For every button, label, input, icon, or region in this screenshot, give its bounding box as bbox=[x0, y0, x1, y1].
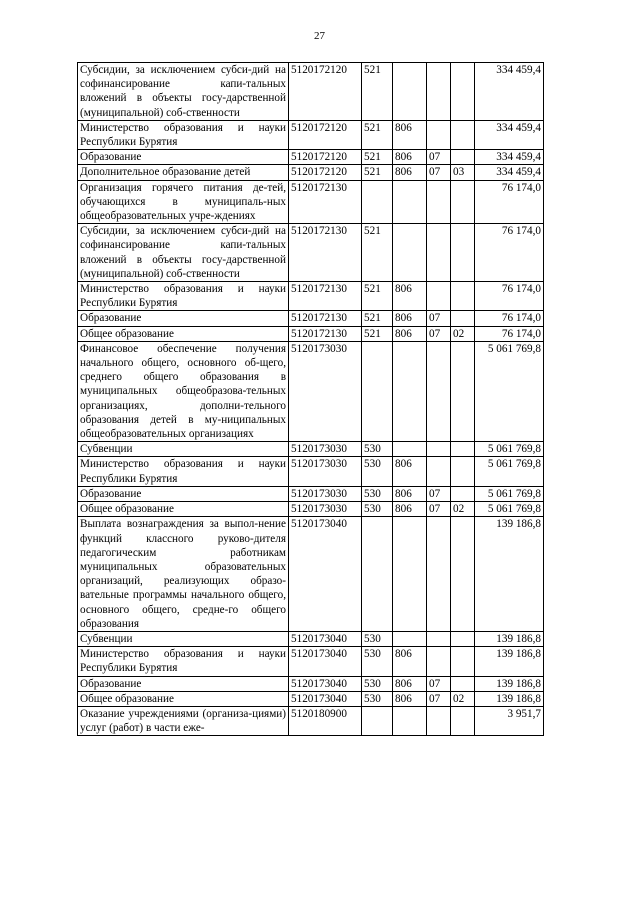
row-sum-cell: 334 459,4 bbox=[475, 120, 544, 149]
row-subsection-cell bbox=[451, 311, 475, 326]
row-sum-cell: 5 061 769,8 bbox=[475, 486, 544, 501]
row-department-cell: 806 bbox=[393, 311, 427, 326]
row-section-cell bbox=[427, 180, 451, 224]
row-department-cell bbox=[393, 63, 427, 121]
row-subsection-cell bbox=[451, 457, 475, 486]
row-subsection-cell bbox=[451, 224, 475, 282]
row-name-cell: Образование bbox=[78, 311, 289, 326]
row-code-cell: 5120172130 bbox=[289, 224, 362, 282]
row-subsection-cell bbox=[451, 63, 475, 121]
row-sum-cell: 139 186,8 bbox=[475, 647, 544, 676]
row-name-cell: Организация горячего питания де-тей, обучающихся в муниципаль-ных общеобразовательных учре-ждениях bbox=[78, 180, 289, 224]
table-row bbox=[78, 150, 544, 165]
row-name-cell: Министерство образования и науки Республики Бурятия bbox=[78, 647, 289, 676]
row-department-cell bbox=[393, 180, 427, 224]
row-code-cell: 5120173030 bbox=[289, 457, 362, 486]
row-subsection-cell: 02 bbox=[451, 691, 475, 706]
table-row bbox=[78, 326, 544, 341]
row-subsection-cell bbox=[451, 676, 475, 691]
row-subsection-cell: 03 bbox=[451, 165, 475, 180]
row-code-cell: 5120173040 bbox=[289, 647, 362, 676]
row-sum-cell: 76 174,0 bbox=[475, 282, 544, 311]
row-subsection-cell bbox=[451, 517, 475, 632]
row-name-cell: Образование bbox=[78, 486, 289, 501]
row-department-cell bbox=[393, 442, 427, 457]
row-name-cell: Выплата вознаграждения за выпол-нение функций классного руково-дителя педагогическим работникам муниципальных образовательных организаций, реализующих образо-вательные программы начального общего, основного общего, средне-го общего образования bbox=[78, 517, 289, 632]
row-department-cell bbox=[393, 341, 427, 441]
row-department-cell: 806 bbox=[393, 691, 427, 706]
row-expense-type-cell: 530 bbox=[362, 486, 393, 501]
row-section-cell: 07 bbox=[427, 502, 451, 517]
row-section-cell: 07 bbox=[427, 676, 451, 691]
row-department-cell: 806 bbox=[393, 326, 427, 341]
row-department-cell: 806 bbox=[393, 150, 427, 165]
row-code-cell: 5120172130 bbox=[289, 311, 362, 326]
row-subsection-cell bbox=[451, 647, 475, 676]
budget-table bbox=[77, 62, 544, 736]
row-sum-cell: 5 061 769,8 bbox=[475, 457, 544, 486]
row-section-cell bbox=[427, 517, 451, 632]
row-expense-type-cell: 521 bbox=[362, 165, 393, 180]
row-department-cell bbox=[393, 631, 427, 646]
table-row bbox=[78, 486, 544, 501]
row-name-cell: Оказание учреждениями (организа-циями) услуг (работ) в части еже- bbox=[78, 706, 289, 735]
row-name-cell: Общее образование bbox=[78, 326, 289, 341]
row-expense-type-cell: 530 bbox=[362, 442, 393, 457]
row-sum-cell: 139 186,8 bbox=[475, 517, 544, 632]
row-name-cell: Дополнительное образование детей bbox=[78, 165, 289, 180]
table-row bbox=[78, 691, 544, 706]
row-subsection-cell: 02 bbox=[451, 326, 475, 341]
row-code-cell: 5120173030 bbox=[289, 442, 362, 457]
row-code-cell: 5120173030 bbox=[289, 486, 362, 501]
row-code-cell: 5120173030 bbox=[289, 502, 362, 517]
row-subsection-cell bbox=[451, 631, 475, 646]
row-department-cell: 806 bbox=[393, 120, 427, 149]
row-department-cell bbox=[393, 224, 427, 282]
row-sum-cell: 76 174,0 bbox=[475, 311, 544, 326]
row-expense-type-cell: 521 bbox=[362, 150, 393, 165]
table-row bbox=[78, 676, 544, 691]
row-expense-type-cell: 530 bbox=[362, 631, 393, 646]
row-subsection-cell bbox=[451, 120, 475, 149]
row-name-cell: Субсидии, за исключением субси-дий на софинансирование капи-тальных вложений в объекты госу-дарственной (муниципальной) соб-ственности bbox=[78, 224, 289, 282]
row-expense-type-cell bbox=[362, 517, 393, 632]
row-sum-cell: 76 174,0 bbox=[475, 326, 544, 341]
row-name-cell: Субсидии, за исключением субси-дий на софинансирование капи-тальных вложений в объекты госу-дарственной (муниципальной) соб-ственности bbox=[78, 63, 289, 121]
row-expense-type-cell: 521 bbox=[362, 224, 393, 282]
table-row bbox=[78, 647, 544, 676]
row-section-cell: 07 bbox=[427, 486, 451, 501]
row-name-cell: Субвенции bbox=[78, 442, 289, 457]
row-expense-type-cell: 521 bbox=[362, 326, 393, 341]
table-row bbox=[78, 442, 544, 457]
row-name-cell: Общее образование bbox=[78, 502, 289, 517]
table-row bbox=[78, 631, 544, 646]
row-section-cell bbox=[427, 631, 451, 646]
row-department-cell: 806 bbox=[393, 282, 427, 311]
row-name-cell: Субвенции bbox=[78, 631, 289, 646]
row-code-cell: 5120173030 bbox=[289, 341, 362, 441]
row-expense-type-cell: 530 bbox=[362, 691, 393, 706]
row-department-cell: 806 bbox=[393, 457, 427, 486]
table-row bbox=[78, 706, 544, 735]
row-expense-type-cell: 530 bbox=[362, 457, 393, 486]
row-name-cell: Общее образование bbox=[78, 691, 289, 706]
row-section-cell bbox=[427, 706, 451, 735]
row-sum-cell: 139 186,8 bbox=[475, 631, 544, 646]
row-section-cell bbox=[427, 442, 451, 457]
table-row bbox=[78, 120, 544, 149]
row-section-cell bbox=[427, 341, 451, 441]
row-sum-cell: 334 459,4 bbox=[475, 63, 544, 121]
row-name-cell: Финансовое обеспечение получения начального общего, основного об-щего, среднего общего образования в муниципальных общеобразова-тельных организациях, дополни-тельного образования детей в му-ниципальных общеобразовательных организациях bbox=[78, 341, 289, 441]
row-sum-cell: 334 459,4 bbox=[475, 150, 544, 165]
row-sum-cell: 76 174,0 bbox=[475, 224, 544, 282]
row-subsection-cell bbox=[451, 180, 475, 224]
row-expense-type-cell bbox=[362, 180, 393, 224]
row-sum-cell: 139 186,8 bbox=[475, 676, 544, 691]
row-code-cell: 5120172130 bbox=[289, 282, 362, 311]
row-subsection-cell bbox=[451, 341, 475, 441]
row-subsection-cell: 02 bbox=[451, 502, 475, 517]
row-sum-cell: 76 174,0 bbox=[475, 180, 544, 224]
row-section-cell: 07 bbox=[427, 326, 451, 341]
row-section-cell: 07 bbox=[427, 165, 451, 180]
row-section-cell: 07 bbox=[427, 150, 451, 165]
row-department-cell bbox=[393, 706, 427, 735]
row-section-cell: 07 bbox=[427, 311, 451, 326]
row-expense-type-cell: 521 bbox=[362, 120, 393, 149]
row-section-cell: 07 bbox=[427, 691, 451, 706]
row-code-cell: 5120172130 bbox=[289, 326, 362, 341]
row-sum-cell: 5 061 769,8 bbox=[475, 502, 544, 517]
row-expense-type-cell: 521 bbox=[362, 63, 393, 121]
row-subsection-cell bbox=[451, 150, 475, 165]
row-department-cell: 806 bbox=[393, 486, 427, 501]
row-section-cell bbox=[427, 63, 451, 121]
row-name-cell: Образование bbox=[78, 150, 289, 165]
row-code-cell: 5120172120 bbox=[289, 150, 362, 165]
row-department-cell bbox=[393, 517, 427, 632]
row-code-cell: 5120173040 bbox=[289, 517, 362, 632]
row-sum-cell: 5 061 769,8 bbox=[475, 341, 544, 441]
row-expense-type-cell: 521 bbox=[362, 282, 393, 311]
table-row bbox=[78, 517, 544, 632]
table-row bbox=[78, 341, 544, 441]
row-expense-type-cell: 521 bbox=[362, 311, 393, 326]
row-code-cell: 5120173040 bbox=[289, 691, 362, 706]
table-row bbox=[78, 502, 544, 517]
row-code-cell: 5120172120 bbox=[289, 120, 362, 149]
row-department-cell: 806 bbox=[393, 676, 427, 691]
row-expense-type-cell: 530 bbox=[362, 502, 393, 517]
row-sum-cell: 334 459,4 bbox=[475, 165, 544, 180]
table-row bbox=[78, 165, 544, 180]
row-name-cell: Министерство образования и науки Республики Бурятия bbox=[78, 282, 289, 311]
row-expense-type-cell bbox=[362, 341, 393, 441]
row-department-cell: 806 bbox=[393, 502, 427, 517]
row-expense-type-cell: 530 bbox=[362, 647, 393, 676]
row-code-cell: 5120172120 bbox=[289, 63, 362, 121]
row-expense-type-cell: 530 bbox=[362, 676, 393, 691]
row-name-cell: Министерство образования и науки Республики Бурятия bbox=[78, 120, 289, 149]
row-subsection-cell bbox=[451, 706, 475, 735]
page-number: 27 bbox=[314, 30, 325, 42]
table-row bbox=[78, 63, 544, 121]
row-section-cell bbox=[427, 224, 451, 282]
row-section-cell bbox=[427, 282, 451, 311]
row-expense-type-cell bbox=[362, 706, 393, 735]
table-row bbox=[78, 282, 544, 311]
row-subsection-cell bbox=[451, 486, 475, 501]
row-code-cell: 5120172130 bbox=[289, 180, 362, 224]
row-sum-cell: 139 186,8 bbox=[475, 691, 544, 706]
table-row bbox=[78, 311, 544, 326]
row-sum-cell: 5 061 769,8 bbox=[475, 442, 544, 457]
row-code-cell: 5120173040 bbox=[289, 676, 362, 691]
table-row bbox=[78, 224, 544, 282]
row-section-cell bbox=[427, 120, 451, 149]
row-code-cell: 5120172120 bbox=[289, 165, 362, 180]
row-section-cell bbox=[427, 457, 451, 486]
row-code-cell: 5120180900 bbox=[289, 706, 362, 735]
row-name-cell: Министерство образования и науки Республики Бурятия bbox=[78, 457, 289, 486]
row-subsection-cell bbox=[451, 282, 475, 311]
table-row bbox=[78, 180, 544, 224]
row-code-cell: 5120173040 bbox=[289, 631, 362, 646]
row-subsection-cell bbox=[451, 442, 475, 457]
row-section-cell bbox=[427, 647, 451, 676]
table-row bbox=[78, 457, 544, 486]
row-name-cell: Образование bbox=[78, 676, 289, 691]
row-department-cell: 806 bbox=[393, 647, 427, 676]
row-sum-cell: 3 951,7 bbox=[475, 706, 544, 735]
row-department-cell: 806 bbox=[393, 165, 427, 180]
